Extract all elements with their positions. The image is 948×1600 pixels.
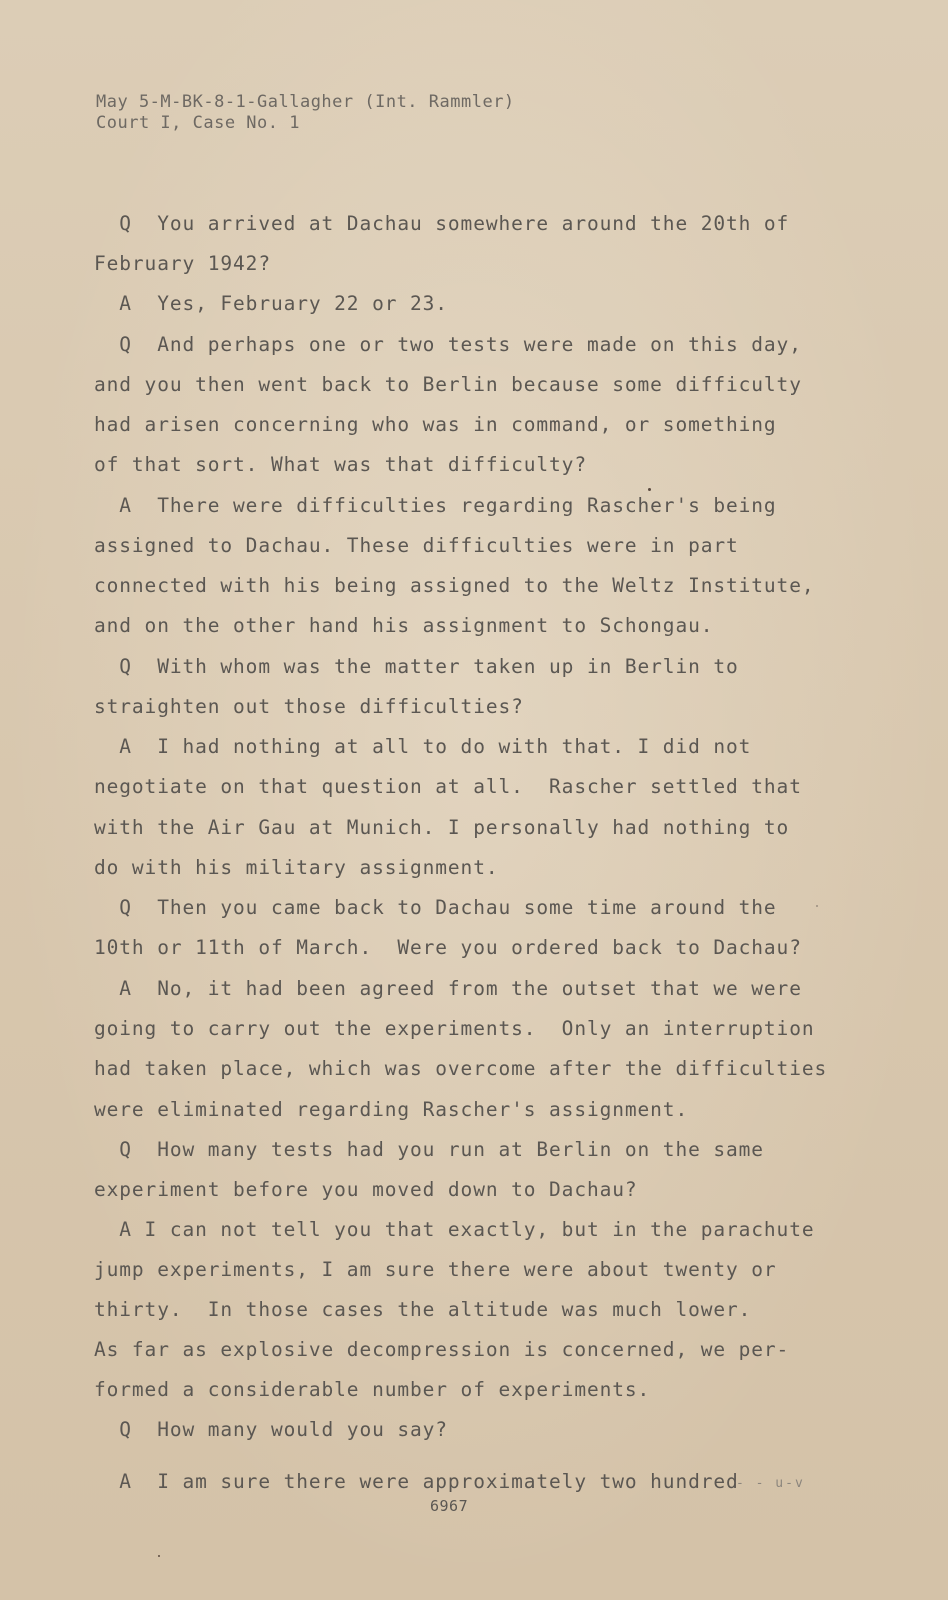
page-number: 6967 <box>430 1497 469 1515</box>
text-line: thirty. In those cases the altitude was much lower. <box>94 1298 752 1321</box>
text-line: do with his military assignment. <box>94 856 499 879</box>
text-line: 10th or 11th of March. Were you ordered back to Dachau? <box>94 936 802 959</box>
ink-speck <box>816 905 818 907</box>
text-line: A I can not tell you that exactly, but in the parachute <box>94 1218 815 1241</box>
text-line: A No, it had been agreed from the outset that we were <box>94 977 802 1000</box>
text-line: and you then went back to Berlin because some difficulty <box>94 373 802 396</box>
text-line: negotiate on that question at all. Rascher settled that <box>94 775 802 798</box>
text-line: had arisen concerning who was in command, or something <box>94 413 777 436</box>
text-line: Q How many tests had you run at Berlin on the same <box>94 1138 764 1161</box>
trailing-mark: - - u-v <box>736 1476 805 1491</box>
text-line: assigned to Dachau. These difficulties were in part <box>94 534 739 557</box>
text-line: Q How many would you say? <box>94 1418 448 1441</box>
text-line: of that sort. What was that difficulty? <box>94 453 587 476</box>
text-line: February 1942? <box>94 252 271 275</box>
text-line: Q Then you came back to Dachau some time around the <box>94 896 777 919</box>
text-line: and on the other hand his assignment to Schongau. <box>94 614 714 637</box>
ink-speck <box>648 488 651 491</box>
text-line: straighten out those difficulties? <box>94 695 524 718</box>
header-line-1: May 5-M-BK-8-1-Gallagher (Int. Rammler) <box>96 92 515 112</box>
text-line: Q And perhaps one or two tests were made on this day, <box>94 333 802 356</box>
text-line: Q With whom was the matter taken up in Berlin to <box>94 655 739 678</box>
text-line: with the Air Gau at Munich. I personally had nothing to <box>94 816 790 839</box>
header-line-2: Court I, Case No. 1 <box>96 113 300 133</box>
text-line: A I am sure there were approximately two hundred <box>94 1470 739 1493</box>
text-line: were eliminated regarding Rascher's assignment. <box>94 1098 689 1121</box>
text-line: jump experiments, I am sure there were about twenty or <box>94 1258 777 1281</box>
document-header <box>96 92 515 134</box>
ink-speck <box>158 1555 160 1557</box>
text-line: had taken place, which was overcome after the difficulties <box>94 1057 828 1080</box>
text-line: A There were difficulties regarding Rascher's being <box>94 494 777 517</box>
text-line: connected with his being assigned to the Weltz Institute, <box>94 574 815 597</box>
text-line: going to carry out the experiments. Only an interruption <box>94 1017 815 1040</box>
text-line: formed a considerable number of experiments. <box>94 1378 651 1401</box>
text-line: A Yes, February 22 or 23. <box>94 292 448 315</box>
text-line: As far as explosive decompression is concerned, we per- <box>94 1338 790 1361</box>
text-line: experiment before you moved down to Dachau? <box>94 1178 638 1201</box>
text-line: Q You arrived at Dachau somewhere around the 20th of <box>94 212 790 235</box>
text-line: A I had nothing at all to do with that. I did not <box>94 735 752 758</box>
